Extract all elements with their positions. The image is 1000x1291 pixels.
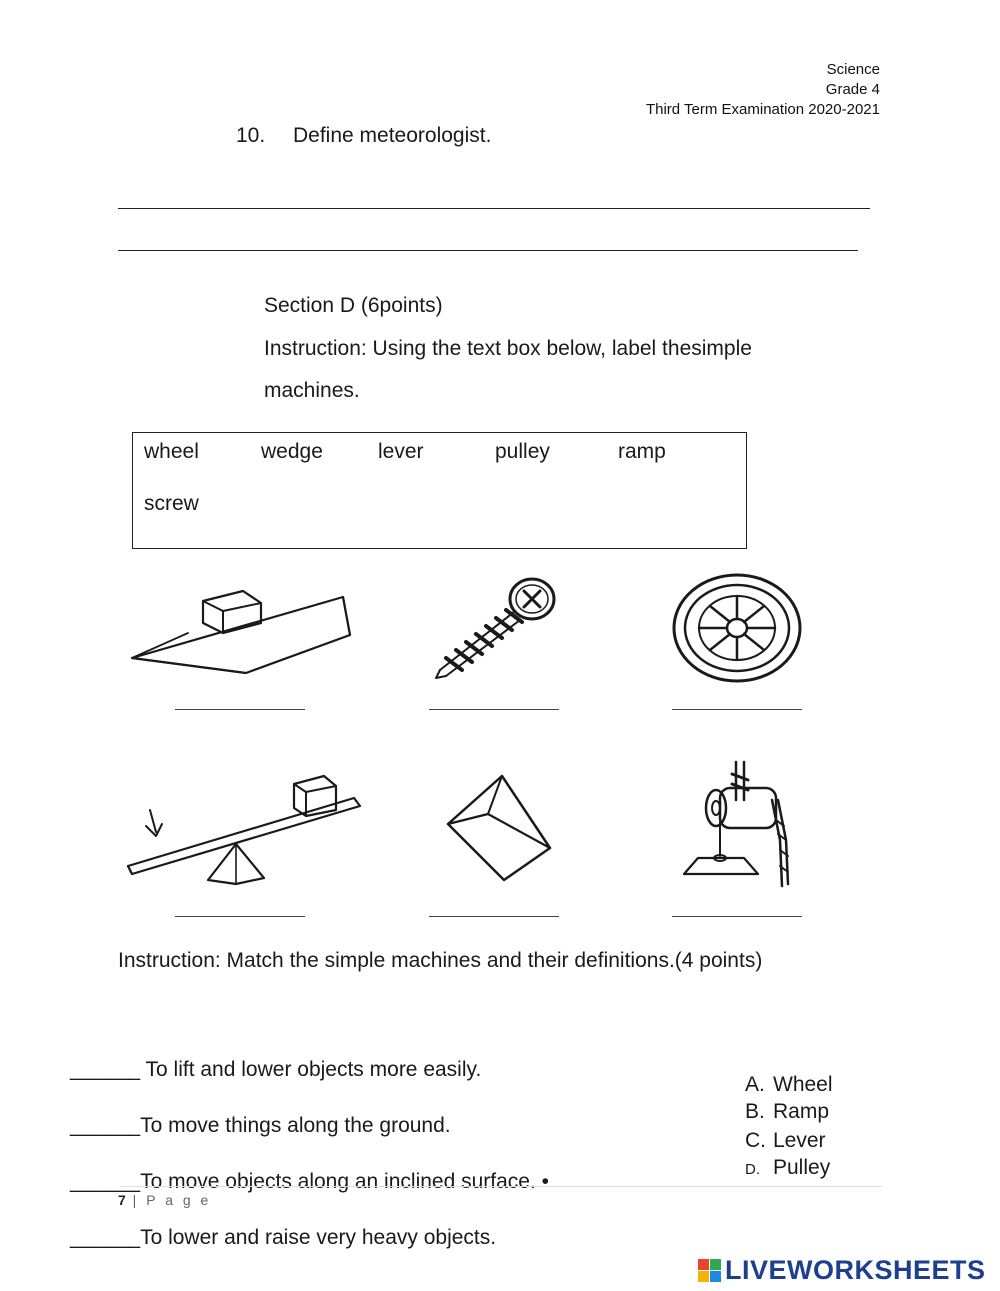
option-b-label: Ramp bbox=[773, 1100, 830, 1123]
answer-line-1[interactable] bbox=[118, 208, 870, 209]
pulley-picture-icon bbox=[676, 760, 794, 888]
question-10-number: 10. bbox=[236, 124, 266, 147]
match-blank-4[interactable]: ______ bbox=[70, 1226, 141, 1249]
wheel-picture-icon bbox=[672, 573, 804, 685]
logo-brand-text: LIVEWORKSHEETS bbox=[725, 1254, 986, 1285]
wedge-picture-icon bbox=[444, 772, 554, 884]
option-c-label: Lever bbox=[773, 1129, 826, 1152]
answer-line-2[interactable] bbox=[118, 250, 858, 251]
liveworksheets-logo bbox=[698, 1255, 986, 1285]
logo-squares-icon bbox=[698, 1259, 721, 1282]
page-footer bbox=[118, 1192, 211, 1208]
match-blank-1[interactable]: ______ bbox=[70, 1058, 141, 1081]
header-exam: Third Term Examination 2020-2021 bbox=[645, 101, 880, 118]
match-blank-2[interactable]: ______ bbox=[70, 1114, 141, 1137]
lever-picture-icon bbox=[124, 774, 364, 886]
option-d-letter: D. bbox=[745, 1161, 760, 1178]
header-subject: Science bbox=[826, 61, 880, 78]
option-a bbox=[745, 1073, 833, 1097]
option-c bbox=[745, 1129, 826, 1153]
label-blank-pulley[interactable] bbox=[672, 916, 802, 917]
word-lever: lever bbox=[378, 440, 424, 463]
match-blank-3[interactable]: ______ bbox=[70, 1170, 141, 1193]
option-b bbox=[745, 1100, 829, 1124]
match-text-2: To move things along the ground. bbox=[140, 1114, 451, 1137]
match-instruction: Instruction: Match the simple machines and their definitions.(4 points) bbox=[118, 949, 763, 972]
label-blank-wheel[interactable] bbox=[672, 709, 802, 710]
option-d-label: Pulley bbox=[773, 1156, 831, 1179]
option-a-letter: A. bbox=[745, 1073, 765, 1096]
label-blank-ramp[interactable] bbox=[175, 709, 305, 710]
match-item-2 bbox=[70, 1114, 451, 1138]
option-a-label: Wheel bbox=[773, 1073, 833, 1096]
page-label: | P a g e bbox=[125, 1192, 212, 1208]
option-c-letter: C. bbox=[745, 1129, 766, 1152]
screw-picture-icon bbox=[432, 574, 562, 682]
footer-divider bbox=[120, 1186, 882, 1187]
label-blank-screw[interactable] bbox=[429, 709, 559, 710]
question-10-text: Define meteorologist. bbox=[293, 124, 492, 147]
section-d-instruction-line2: machines. bbox=[264, 379, 360, 402]
page-number: 7 bbox=[118, 1192, 126, 1208]
option-d bbox=[745, 1156, 830, 1180]
section-d-instruction-line1: Instruction: Using the text box below, label thesimple bbox=[264, 337, 752, 360]
word-ramp: ramp bbox=[618, 440, 666, 463]
match-item-1 bbox=[70, 1058, 481, 1082]
label-blank-lever[interactable] bbox=[175, 916, 305, 917]
word-wheel: wheel bbox=[144, 440, 199, 463]
label-blank-wedge[interactable] bbox=[429, 916, 559, 917]
word-pulley: pulley bbox=[495, 440, 550, 463]
match-item-3 bbox=[70, 1170, 549, 1194]
header-grade: Grade 4 bbox=[825, 81, 880, 98]
match-text-3: To move objects along an inclined surface. • bbox=[140, 1170, 549, 1193]
option-b-letter: B. bbox=[745, 1100, 765, 1123]
ramp-picture-icon bbox=[128, 583, 358, 678]
match-text-1: To lift and lower objects more easily. bbox=[140, 1058, 482, 1081]
section-d-title: Section D (6points) bbox=[264, 294, 443, 317]
match-item-4 bbox=[70, 1226, 496, 1250]
word-wedge: wedge bbox=[261, 440, 323, 463]
match-text-4: To lower and raise very heavy objects. bbox=[140, 1226, 497, 1249]
word-screw: screw bbox=[144, 492, 199, 515]
